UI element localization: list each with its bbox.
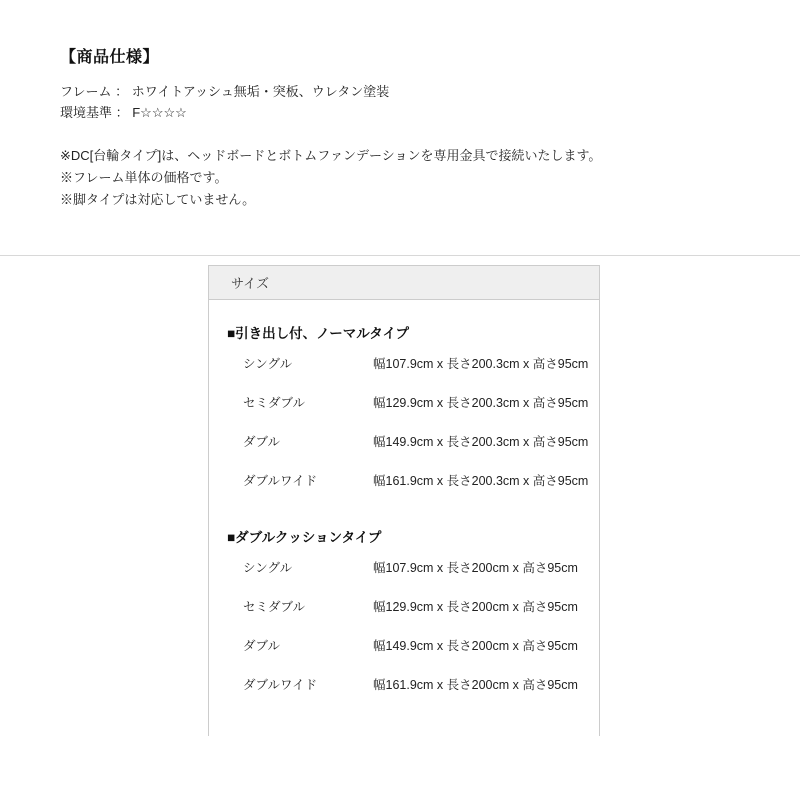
product-specification-panel bbox=[0, 0, 800, 256]
size-group-title-drawer-normal: ■引き出し付、ノーマルタイプ bbox=[227, 326, 410, 341]
table-row bbox=[209, 634, 599, 659]
size-row-label: ダブル bbox=[243, 639, 281, 653]
spec-note-1: ※DC[台輪タイプ]は、ヘッドボードとボトムファンデーションを専用金具で接続いたします。 bbox=[60, 148, 602, 163]
table-row bbox=[209, 469, 599, 494]
size-row-label: セミダブル bbox=[243, 396, 306, 410]
size-row-label: ダブル bbox=[243, 435, 281, 449]
table-row bbox=[209, 352, 599, 377]
size-table-body bbox=[209, 300, 599, 736]
size-row-label: ダブルワイド bbox=[243, 474, 318, 488]
specification-content bbox=[60, 44, 760, 211]
size-row-value: 幅149.9cm x 長さ200cm x 高さ95cm bbox=[373, 639, 578, 653]
size-row-value: 幅129.9cm x 長さ200.3cm x 高さ95cm bbox=[373, 396, 589, 410]
size-row-label: シングル bbox=[243, 357, 293, 371]
table-row bbox=[209, 595, 599, 620]
size-row-value: 幅161.9cm x 長さ200cm x 高さ95cm bbox=[373, 678, 578, 692]
specification-heading: 【商品仕様】 bbox=[60, 49, 160, 66]
size-table bbox=[208, 265, 600, 736]
spec-note-3: ※脚タイプは対応していません。 bbox=[60, 192, 256, 207]
table-row bbox=[209, 556, 599, 581]
size-table-header: サイズ bbox=[209, 266, 599, 300]
table-row bbox=[209, 430, 599, 455]
size-group-title-double-cushion: ■ダブルクッションタイプ bbox=[227, 530, 382, 545]
size-row-label: シングル bbox=[243, 561, 293, 575]
spec-note-2: ※フレーム単体の価格です。 bbox=[60, 170, 228, 185]
size-row-label: ダブルワイド bbox=[243, 678, 318, 692]
table-row bbox=[209, 673, 599, 698]
size-row-value: 幅129.9cm x 長さ200cm x 高さ95cm bbox=[373, 600, 578, 614]
size-row-value: 幅107.9cm x 長さ200cm x 高さ95cm bbox=[373, 561, 578, 575]
specification-notes bbox=[60, 145, 760, 211]
size-row-value: 幅107.9cm x 長さ200.3cm x 高さ95cm bbox=[373, 357, 589, 371]
size-row-value: 幅161.9cm x 長さ200.3cm x 高さ95cm bbox=[373, 474, 589, 488]
table-row bbox=[209, 391, 599, 416]
size-row-label: セミダブル bbox=[243, 600, 306, 614]
spec-line-frame: フレーム ： ホワイトアッシュ無垢・突板、ウレタン塗装 bbox=[60, 84, 390, 99]
spec-line-standard: 環境基準 ： F☆☆☆☆ bbox=[60, 105, 187, 120]
size-row-value: 幅149.9cm x 長さ200.3cm x 高さ95cm bbox=[373, 435, 589, 449]
